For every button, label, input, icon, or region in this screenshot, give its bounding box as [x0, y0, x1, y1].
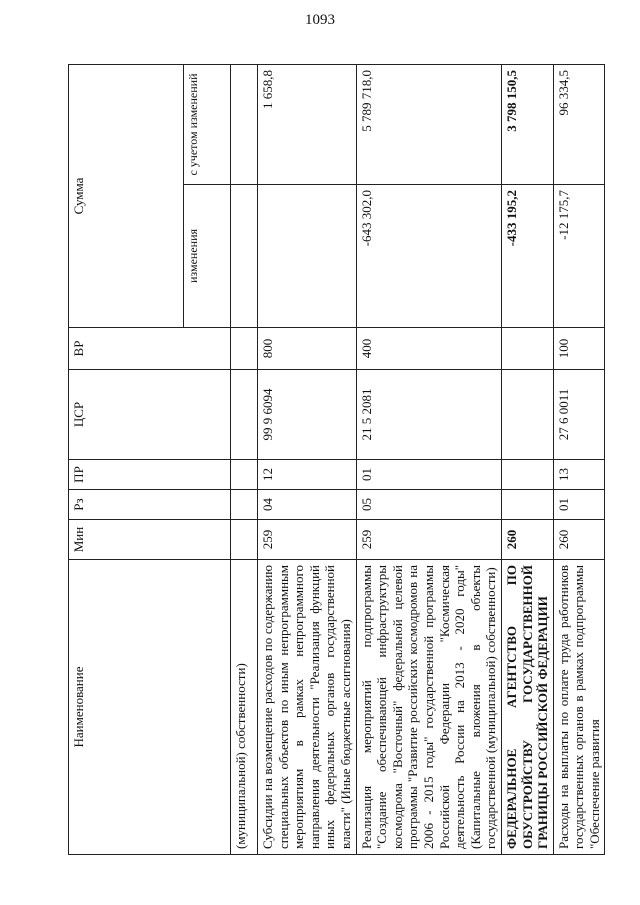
row-with-changes	[231, 65, 258, 185]
header-csr: ЦСР	[69, 370, 231, 460]
row-with-changes: 1 658,8	[258, 65, 357, 185]
row-rz: 01	[553, 490, 605, 520]
header-changes: изменения	[184, 185, 231, 328]
row-name: ФЕДЕРАЛЬНОЕ АГЕНТСТВО ПО ОБУСТРОЙСТВУ ГОСУДАРСТВЕННОЙ ГРАНИЦЫ РОССИЙСКОЙ ФЕДЕРАЦИИ	[501, 560, 553, 855]
row-name: Субсидии на возмещение расходов по содержанию специальных объектов по иным непрограммным мероприятиям в рамках непрограммного направления деятельности "Реализация функций иных федеральных органов государственной власти" (Иные бюджетные ассигнования)	[258, 560, 357, 855]
row-csr	[501, 370, 553, 460]
rotated-table-container	[68, 65, 613, 855]
header-name: Наименование	[69, 560, 231, 855]
header-rz: Рз	[69, 490, 231, 520]
row-pr: 13	[553, 460, 605, 490]
row-name: Реализация мероприятий подпрограммы "Создание обеспечивающей инфраструктуры космодрома "Восточный" федеральной целевой программы "Развитие российских космодромов на 2006 - 2015 годы" государственной программы Российской Федерации "Космическая деятельность России на 2013 - 2020 годы" (Капитальные вложения в объекты государственной (муниципальной) собственности)	[356, 560, 501, 855]
row-changes: -643 302,0	[356, 185, 501, 328]
row-min: 260	[501, 520, 553, 560]
row-name: (муниципальной) собственности)	[231, 560, 258, 855]
row-vr	[231, 328, 258, 370]
row-name: Расходы на выплаты по оплате труда работников государственных органов в рамках подпрограммы "Обеспечение развития	[553, 560, 605, 855]
row-min	[231, 520, 258, 560]
row-min: 259	[356, 520, 501, 560]
row-vr: 100	[553, 328, 605, 370]
row-vr: 800	[258, 328, 357, 370]
row-csr: 99 9 6094	[258, 370, 357, 460]
table-row	[553, 65, 605, 855]
row-changes: -12 175,7	[553, 185, 605, 328]
row-rz	[501, 490, 553, 520]
table-row	[231, 65, 258, 855]
header-min: Мин	[69, 520, 231, 560]
row-csr	[231, 370, 258, 460]
row-pr	[231, 460, 258, 490]
row-min: 259	[258, 520, 357, 560]
table-row	[258, 65, 357, 855]
row-changes	[258, 185, 357, 328]
row-pr: 12	[258, 460, 357, 490]
row-changes	[231, 185, 258, 328]
header-vr: ВР	[69, 328, 231, 370]
row-rz: 04	[258, 490, 357, 520]
row-pr	[501, 460, 553, 490]
page-number: 1093	[305, 12, 335, 28]
row-min: 260	[553, 520, 605, 560]
row-csr: 21 5 2081	[356, 370, 501, 460]
row-changes: -433 195,2	[501, 185, 553, 328]
table-row	[356, 65, 501, 855]
row-rz	[231, 490, 258, 520]
row-with-changes: 3 798 150,5	[501, 65, 553, 185]
row-with-changes: 96 334,5	[553, 65, 605, 185]
row-vr: 400	[356, 328, 501, 370]
row-pr: 01	[356, 460, 501, 490]
header-sum: Сумма	[69, 65, 184, 328]
header-pr: ПР	[69, 460, 231, 490]
table-row	[501, 65, 553, 855]
row-rz: 05	[356, 490, 501, 520]
row-with-changes: 5 789 718,0	[356, 65, 501, 185]
row-vr	[501, 328, 553, 370]
row-csr: 27 6 0011	[553, 370, 605, 460]
budget-table	[68, 64, 605, 855]
header-with-changes: с учетом изменений	[184, 65, 231, 185]
